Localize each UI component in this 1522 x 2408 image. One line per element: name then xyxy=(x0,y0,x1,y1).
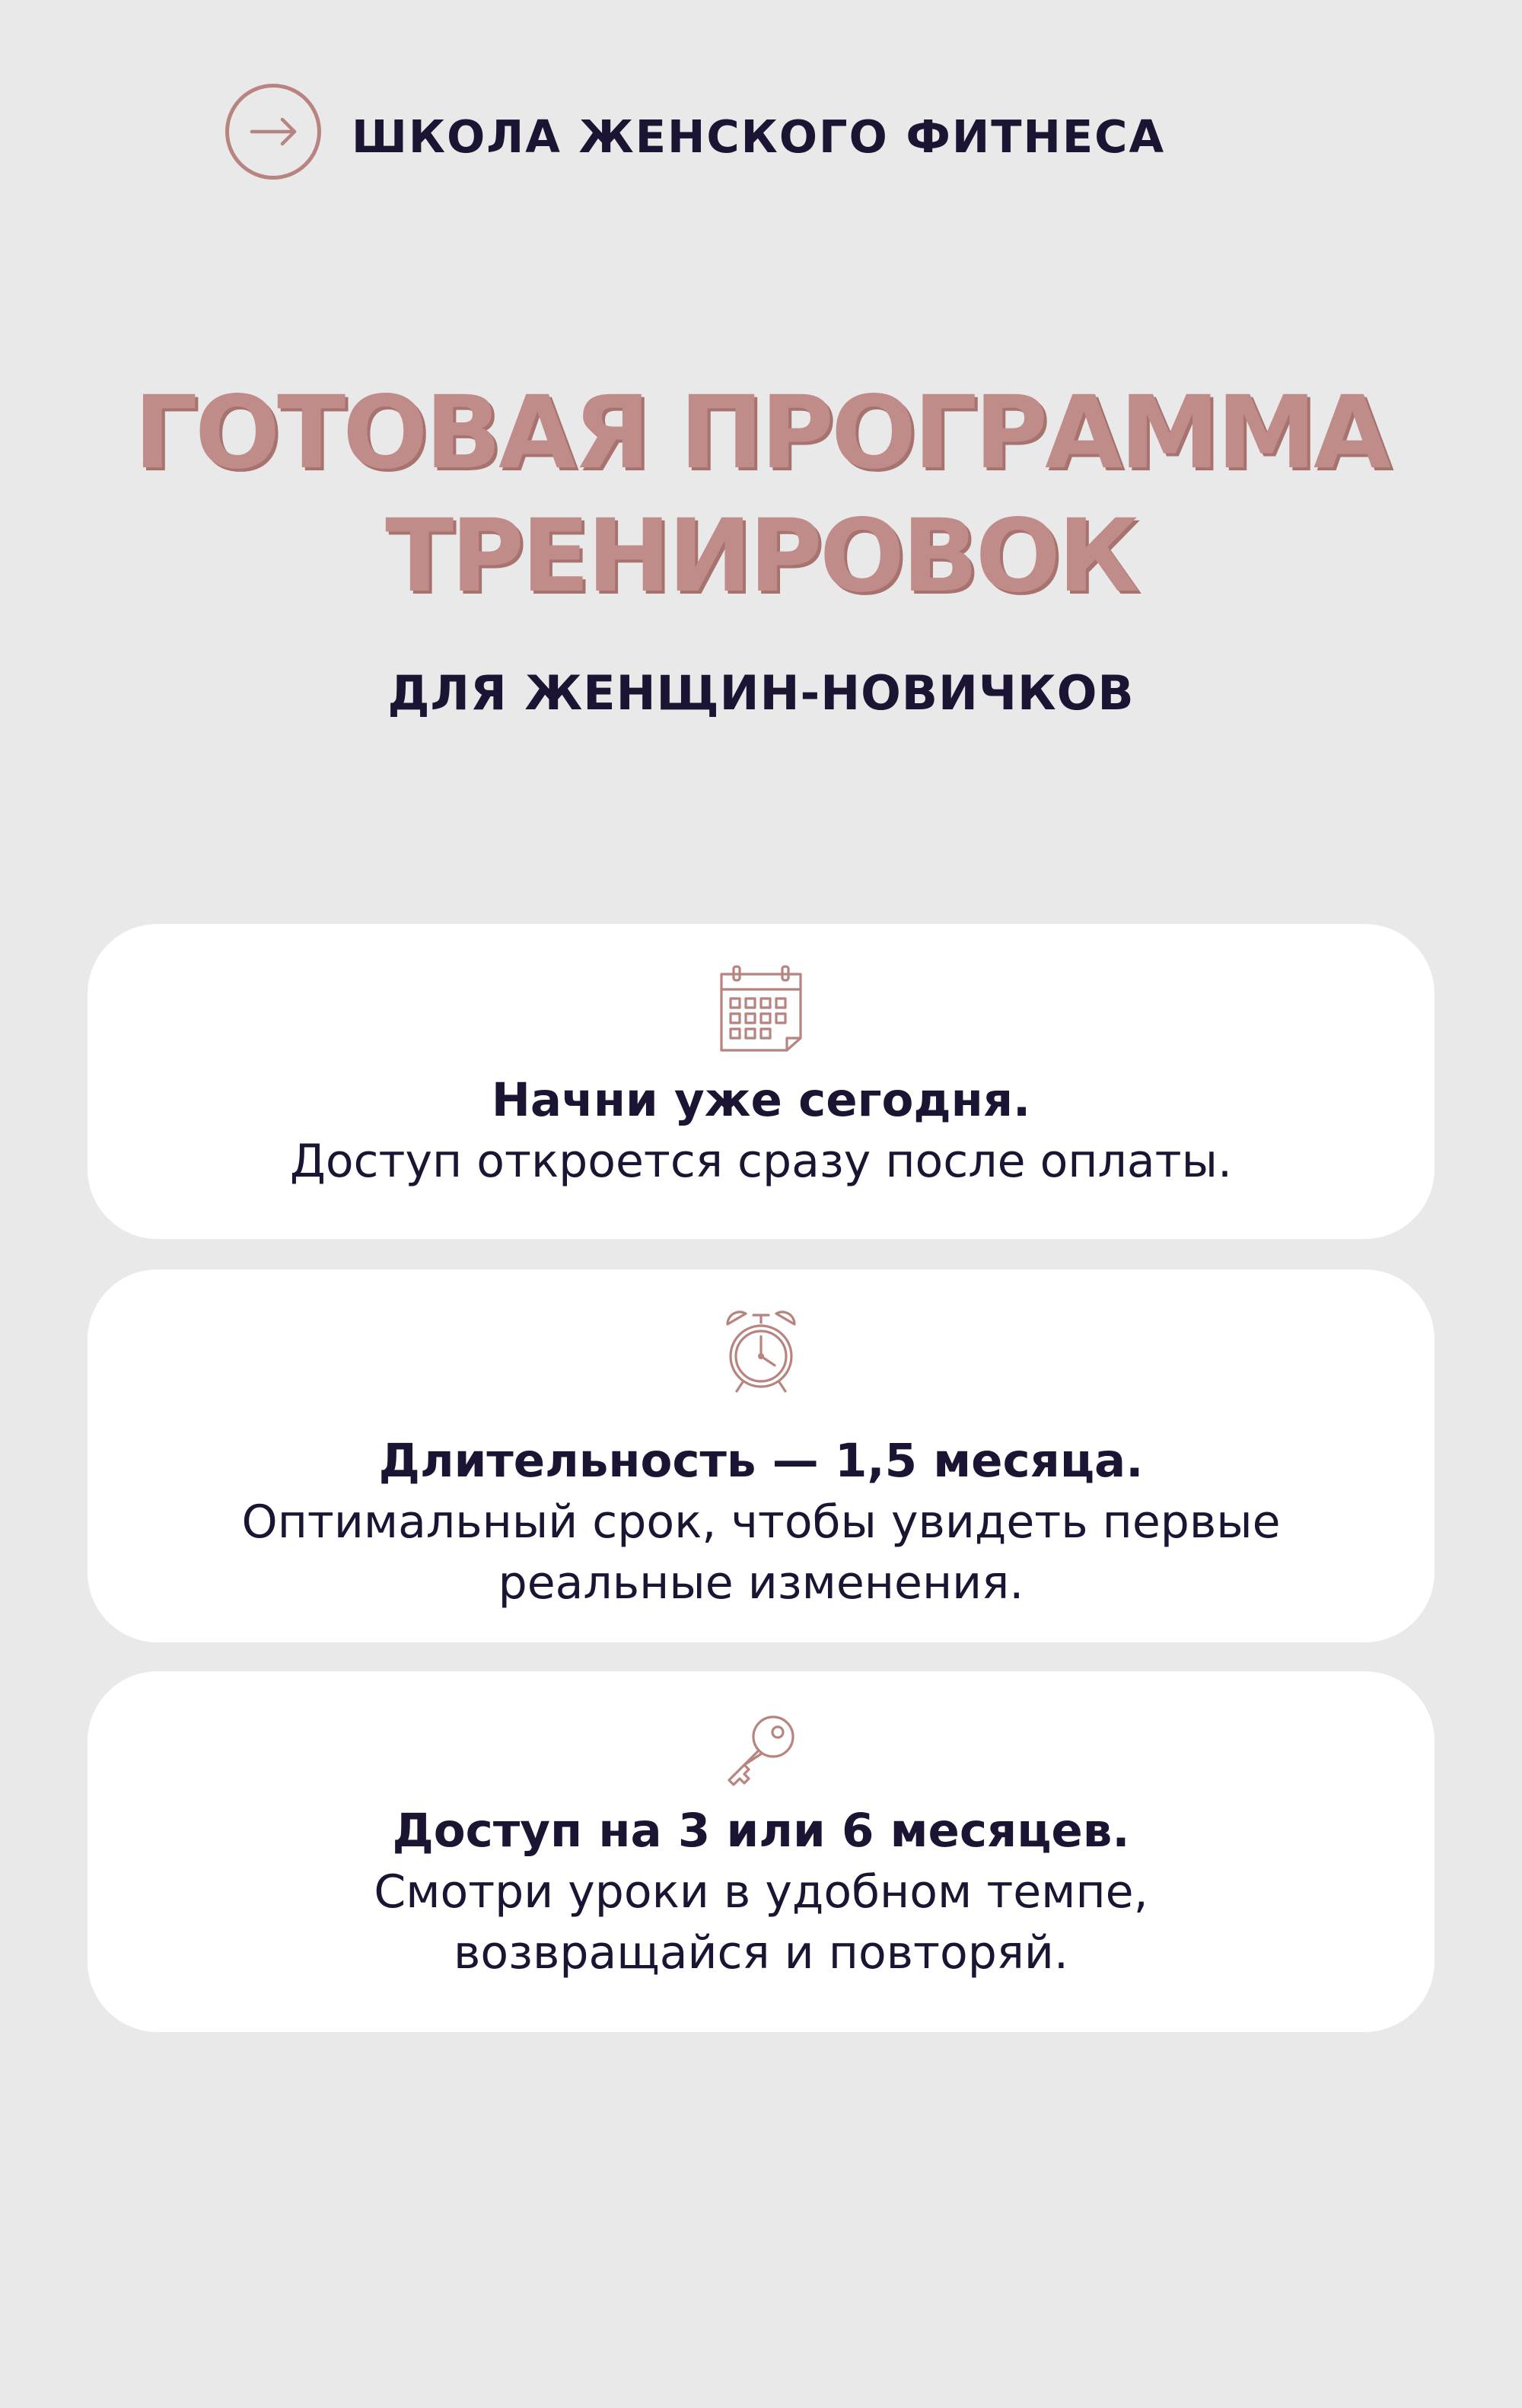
card-description-line: возвращайся и повторяй. xyxy=(454,1926,1068,1980)
arrow-right-icon[interactable] xyxy=(225,84,321,180)
card-description-line: Доступ откроется сразу после оплаты. xyxy=(289,1135,1233,1188)
card-description-line: реальные изменения. xyxy=(498,1556,1024,1610)
arrow-right-glyph xyxy=(229,88,317,176)
alarm-clock-icon xyxy=(723,1308,799,1396)
card-text xyxy=(88,1431,1434,1613)
card-heading: Начни уже сегодня. xyxy=(491,1073,1031,1127)
calendar-icon xyxy=(718,964,804,1053)
main-title-line-2: ТРЕНИРОВОК xyxy=(385,498,1137,615)
card-heading: Длительность — 1,5 месяца. xyxy=(378,1434,1144,1488)
card-description-line: Оптимальный срок, чтобы увидеть первые xyxy=(241,1495,1281,1549)
feature-card-start xyxy=(88,924,1434,1239)
feature-card-access xyxy=(88,1671,1434,2032)
key-icon xyxy=(723,1711,799,1787)
main-title xyxy=(0,371,1522,618)
card-description xyxy=(88,1492,1434,1613)
card-description xyxy=(88,1131,1434,1192)
card-description-line: Смотри уроки в удобном темпе, xyxy=(374,1865,1148,1919)
card-text xyxy=(88,1801,1434,1983)
main-title-line-1: ГОТОВАЯ ПРОГРАММА xyxy=(133,374,1389,492)
card-heading: Доступ на 3 или 6 месяцев. xyxy=(392,1804,1130,1858)
feature-card-duration xyxy=(88,1269,1434,1642)
subtitle: ДЛЯ ЖЕНЩИН-НОВИЧКОВ xyxy=(387,665,1135,721)
header xyxy=(0,84,1522,198)
school-name: ШКОЛА ЖЕНСКОГО ФИТНЕСА xyxy=(352,110,1166,163)
card-description xyxy=(88,1862,1434,1983)
card-text xyxy=(88,1070,1434,1192)
